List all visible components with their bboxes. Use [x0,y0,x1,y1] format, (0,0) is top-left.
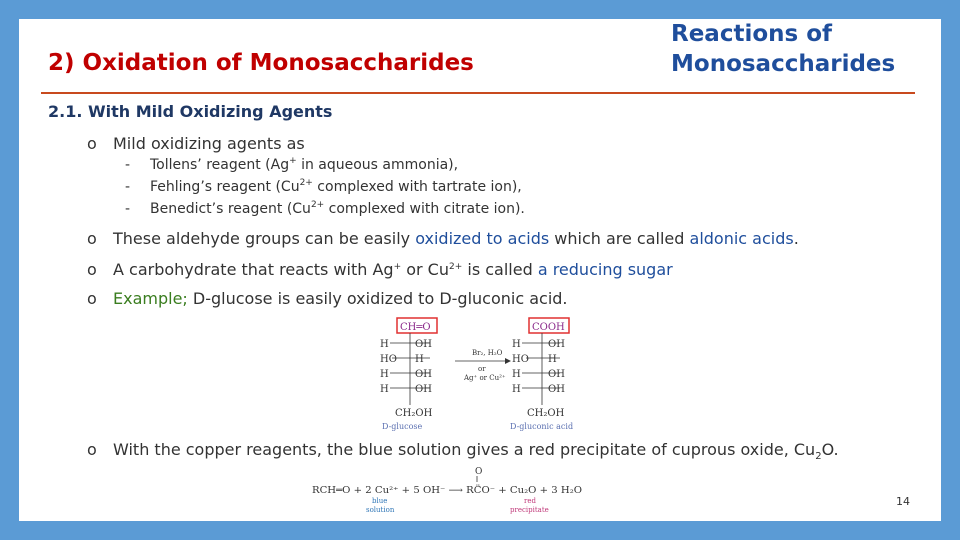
right-sub-4: OH [548,384,565,395]
text: A carbohydrate that reacts with Ag [113,260,394,279]
text: . [793,229,799,248]
bullet-mark: o [87,289,97,308]
bullet-text: Mild oxidizing agents as [113,134,305,153]
right-sub-3: OH [548,369,565,380]
sub-text-a: Tollens’ reagent (Ag [150,157,290,173]
left-sub-4: H [380,384,389,395]
copper-reaction-figure [310,464,585,516]
title-divider [41,92,915,94]
copper-reaction-svg [310,464,585,516]
right-left-sub-3: H [512,369,521,380]
example-label: Example; [113,289,188,308]
blue-label: blue [372,497,388,505]
aldehyde-group: CH═O [400,322,431,333]
slide-title-line1: Reactions of [671,21,833,47]
page-number: 14 [896,495,910,508]
sub-sup: 2+ [310,200,325,210]
left-sub-1: H [380,339,389,350]
highlight-oxidized: oxidized to acids [415,229,550,248]
bullet-aldonic-acids [87,229,799,248]
glucose-oxidation-svg [360,317,586,433]
mid-sub-2: H [415,354,424,365]
right-bottom-group: CH₂OH [527,408,565,419]
sub-text-b: complexed with tartrate ion), [312,179,522,195]
mid-sub-4: OH [415,384,432,395]
sup: 2+ [449,262,463,272]
subscript: 2 [815,451,822,463]
section-title: 2) Oxidation of Monosaccharides [48,50,474,76]
slide [19,19,941,521]
sup: + [393,262,402,272]
precipitate-label: precipitate [510,506,549,514]
reagent-metal: Ag⁺ or Cu²⁺ [464,374,506,382]
text: O. [821,440,839,459]
slide-title [671,19,895,79]
sub-dash: - [125,157,131,173]
right-left-sub-4: H [512,384,521,395]
sub-text-b: in aqueous ammonia), [296,157,459,173]
highlight-aldonic: aldonic acids [689,229,794,248]
red-label: red [524,497,536,505]
text: D-glucose is easily oxidized to D-gluconic acid. [187,289,568,308]
reaction-equation: RCH═O + 2 Cu²⁺ + 5 OH⁻ ⟶ RC̈O⁻ + Cu₂O + 3 H₂O [312,486,554,496]
bullet-copper-reagents [87,440,839,463]
sub-dash: - [125,201,131,217]
bullet-mild-agents [87,134,305,153]
right-left-sub-2: HO [512,354,529,365]
sub-text-b: complexed with citrate ion). [324,201,525,217]
slide-title-line2: Monosaccharides [671,51,896,77]
reagent-or: or [478,365,486,373]
text: which are called [549,229,690,248]
right-left-sub-1: H [512,339,521,350]
sub-text-a: Fehling’s reagent (Cu [150,179,300,195]
sub-sup: + [289,156,297,166]
gluconic-acid-name: D-gluconic acid [510,422,574,431]
left-sub-2: HO [380,354,397,365]
reagent-bromine: Br₂, H₂O [472,349,503,357]
bullet-reducing-sugar [87,260,673,279]
bullet-mark: o [87,134,97,153]
sub-item-fehling [125,179,522,195]
highlight-reducing-sugar: a reducing sugar [537,260,673,279]
text: These aldehyde groups can be easily [113,229,416,248]
mid-sub-3: OH [415,369,432,380]
bullet-mark: o [87,440,97,459]
glucose-name: D-glucose [382,422,423,431]
text: or Cu [401,260,449,279]
sub-text-a: Benedict’s reagent (Cu [150,201,311,217]
sub-dash: - [125,179,131,195]
sub-item-tollens [125,157,458,173]
mid-sub-1: OH [415,339,432,350]
subheading: 2.1. With Mild Oxidizing Agents [48,102,333,121]
bullet-example [87,289,568,308]
bullet-mark: o [87,229,97,248]
right-sub-1: OH [548,339,565,350]
reaction-arrowhead [505,358,511,364]
carboxyl-group: COOH [532,322,565,333]
solution-label: solution [366,506,395,514]
sub-item-benedict [125,201,525,217]
sub-sup: 2+ [299,178,313,188]
left-sub-3: H [380,369,389,380]
text: With the copper reagents, the blue solution gives a red precipitate of cuprous oxide, Cu [113,440,816,459]
bullet-mark: o [87,260,97,279]
right-sub-2: H [548,354,557,365]
left-bottom-group: CH₂OH [395,408,433,419]
carbonyl-oxygen: O [475,467,483,477]
text: is called [462,260,538,279]
glucose-oxidation-figure [360,317,586,433]
